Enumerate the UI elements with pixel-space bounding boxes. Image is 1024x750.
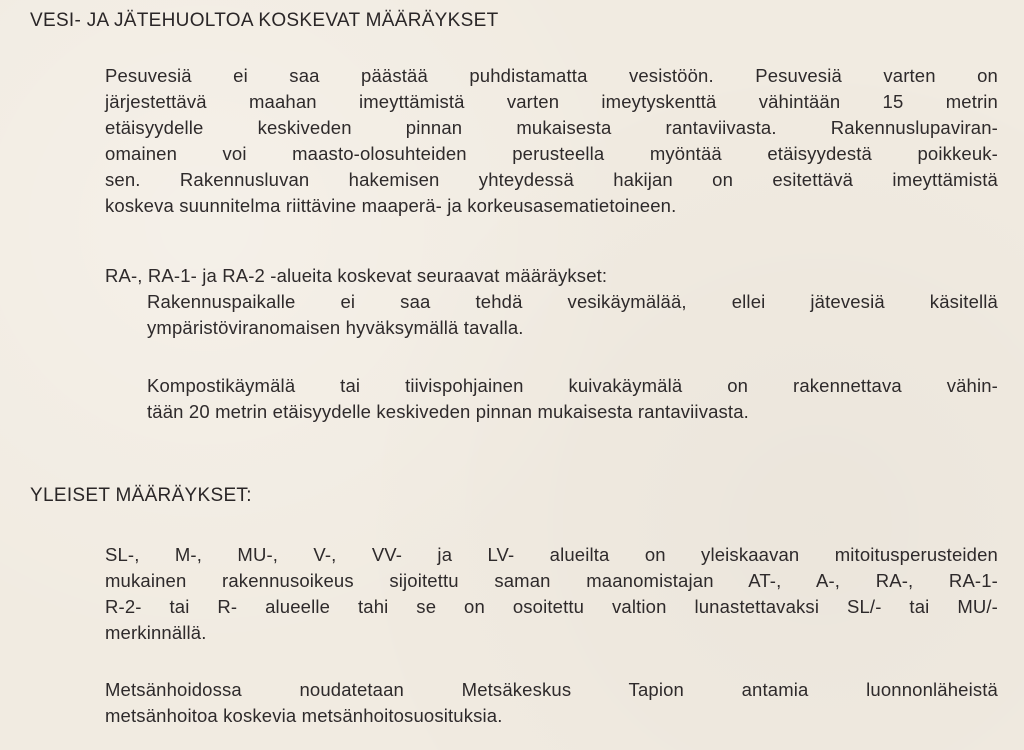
paragraph-line: metsänhoitoa koskevia metsänhoitosuosituksia. [105,705,503,726]
paragraph-line: Rakennuspaikalle ei saa tehdä vesikäymälää, ellei jätevesiä käsitellä [147,291,998,312]
subheading-ra-areas: RA-, RA-1- ja RA-2 -alueita koskevat seuraavat määräykset: [105,265,608,286]
paragraph-line: Pesuvesiä ei saa päästää puhdistamatta vesistöön. Pesuvesiä varten on [105,65,998,86]
paragraph-line: R-2- tai R- alueelle tahi se on osoitettu valtion lunastettavaksi SL/- tai MU/- [105,596,998,617]
paragraph-line: merkinnällä. [105,622,207,643]
paragraph-wash-water [105,63,998,219]
paragraph-line: tään 20 metrin etäisyydelle keskiveden pinnan mukaisesta rantaviivasta. [147,401,749,422]
paragraph-forestry [105,677,998,729]
paragraph-line: järjestettävä maahan imeyttämistä varten imeytyskenttä vähintään 15 metrin [105,91,998,112]
paragraph-line: ympäristöviranomaisen hyväksymällä tavalla. [147,317,524,338]
paragraph-line: omainen voi maasto-olosuhteiden perusteella myöntää etäisyydestä poikkeuk- [105,143,998,164]
paragraph-building-rights [105,542,998,646]
paragraph-line: koskeva suunnitelma riittävine maaperä- ja korkeusasematietoineen. [105,195,677,216]
paragraph-line: mukainen rakennusoikeus sijoitettu saman maanomistajan AT-, A-, RA-, RA-1- [105,570,998,591]
paragraph-line: Kompostikäymälä tai tiivispohjainen kuivakäymälä on rakennettava vähin- [147,375,998,396]
section-heading-general: YLEISET MÄÄRÄYKSET: [30,485,252,506]
paragraph-line: SL-, M-, MU-, V-, VV- ja LV- alueilta on yleiskaavan mitoitusperusteiden [105,544,998,565]
section-heading-water-waste: VESI- JA JÄTEHUOLTOA KOSKEVAT MÄÄRÄYKSET [30,10,499,31]
paragraph-line: Metsänhoidossa noudatetaan Metsäkeskus Tapion antamia luonnonläheistä [105,679,998,700]
paragraph-toilet-rule [147,289,998,341]
paragraph-compost-toilet [147,373,998,425]
paragraph-line: etäisyydelle keskiveden pinnan mukaisesta rantaviivasta. Rakennuslupaviran- [105,117,998,138]
paragraph-line: sen. Rakennusluvan hakemisen yhteydessä hakijan on esitettävä imeyttämistä [105,169,998,190]
